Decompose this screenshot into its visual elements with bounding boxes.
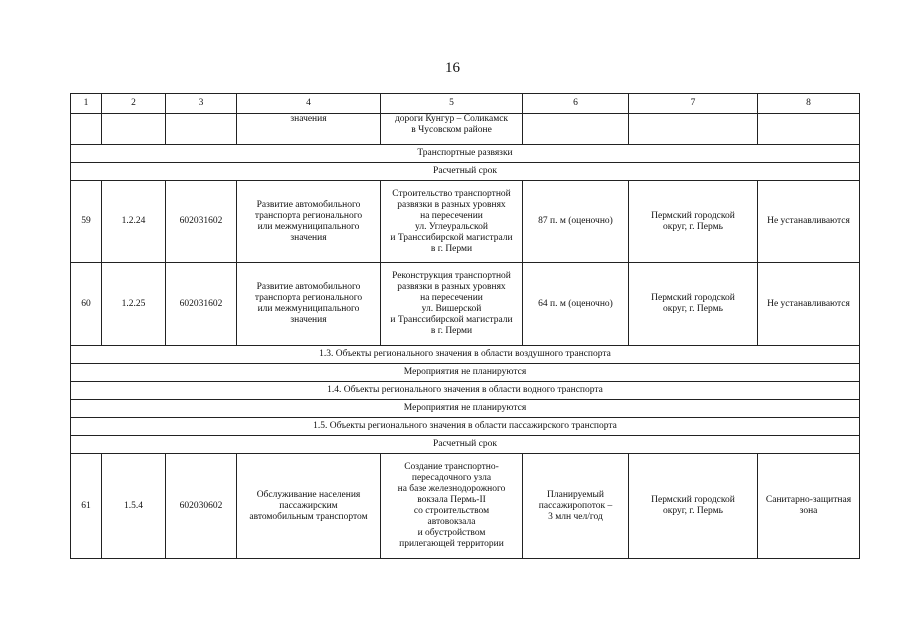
header-cell: 8: [758, 94, 860, 114]
table-row: [71, 181, 860, 263]
header-cell: 7: [629, 94, 758, 114]
code-cell: 1.5.4: [102, 454, 166, 559]
section-row: [71, 346, 860, 364]
header-cell: 2: [102, 94, 166, 114]
table-cell: [102, 114, 166, 145]
object-name-cell: Строительство транспортной развязки в разных уровнях на пересечении ул. Углеуральской и Транссибирской магистрали в г. Перми: [381, 181, 523, 263]
section-title: 1.3. Объекты регионального значения в области воздушного транспорта: [71, 346, 860, 364]
location-cell: Пермский городской округ, г. Пермь: [629, 181, 758, 263]
page-number: 16: [445, 60, 460, 76]
row-number-cell: 60: [71, 263, 102, 346]
table-cell: [629, 114, 758, 145]
zones-cell: Не устанавливаются: [758, 263, 860, 346]
okato-cell: 602031602: [166, 263, 237, 346]
column-number-row: [71, 94, 860, 114]
section-row: [71, 145, 860, 163]
header-cell: 3: [166, 94, 237, 114]
section-title: Транспортные развязки: [71, 145, 860, 163]
capacity-cell: 64 п. м (оценочно): [523, 263, 629, 346]
zones-cell: Не устанавливаются: [758, 181, 860, 263]
code-cell: 1.2.24: [102, 181, 166, 263]
section-row: [71, 436, 860, 454]
table-row: [71, 454, 860, 559]
section-title: Мероприятия не планируются: [71, 400, 860, 418]
section-row: [71, 163, 860, 181]
section-row: [71, 364, 860, 382]
capacity-cell: Планируемый пассажиропоток – 3 млн чел/год: [523, 454, 629, 559]
object-name-cell: Реконструкция транспортной развязки в разных уровнях на пересечении ул. Вишерской и Транссибирской магистрали в г. Перми: [381, 263, 523, 346]
header-cell: 4: [237, 94, 381, 114]
header-cell: 5: [381, 94, 523, 114]
section-row: [71, 382, 860, 400]
planning-table: [70, 93, 860, 559]
table-cell: [71, 114, 102, 145]
row-number-cell: 59: [71, 181, 102, 263]
section-title: 1.5. Объекты регионального значения в области пассажирского транспорта: [71, 418, 860, 436]
continuation-row: [71, 114, 860, 145]
section-title: 1.4. Объекты регионального значения в области водного транспорта: [71, 382, 860, 400]
header-cell: 6: [523, 94, 629, 114]
section-row: [71, 418, 860, 436]
row-number-cell: 61: [71, 454, 102, 559]
section-title: Мероприятия не планируются: [71, 364, 860, 382]
header-cell: 1: [71, 94, 102, 114]
table-cell: [166, 114, 237, 145]
table-cell: [523, 114, 629, 145]
object-name-cell: Создание транспортно- пересадочного узла на базе железнодорожного вокзала Пермь-II со строительством автовокзала и обустройством прилегающей территории: [381, 454, 523, 559]
okato-cell: 602030602: [166, 454, 237, 559]
section-title: Расчетный срок: [71, 163, 860, 181]
code-cell: 1.2.25: [102, 263, 166, 346]
purpose-cell: Развитие автомобильного транспорта регионального или межмуниципального значения: [237, 263, 381, 346]
capacity-cell: 87 п. м (оценочно): [523, 181, 629, 263]
purpose-cell: Обслуживание населения пассажирским автомобильным транспортом: [237, 454, 381, 559]
table-row: [71, 263, 860, 346]
purpose-cell: значения: [237, 114, 381, 145]
okato-cell: 602031602: [166, 181, 237, 263]
location-cell: Пермский городской округ, г. Пермь: [629, 263, 758, 346]
zones-cell: Санитарно-защитная зона: [758, 454, 860, 559]
section-title: Расчетный срок: [71, 436, 860, 454]
section-row: [71, 400, 860, 418]
location-cell: Пермский городской округ, г. Пермь: [629, 454, 758, 559]
object-name-cell: дороги Кунгур – Соликамск в Чусовском районе: [381, 114, 523, 145]
table-cell: [758, 114, 860, 145]
purpose-cell: Развитие автомобильного транспорта регионального или межмуниципального значения: [237, 181, 381, 263]
